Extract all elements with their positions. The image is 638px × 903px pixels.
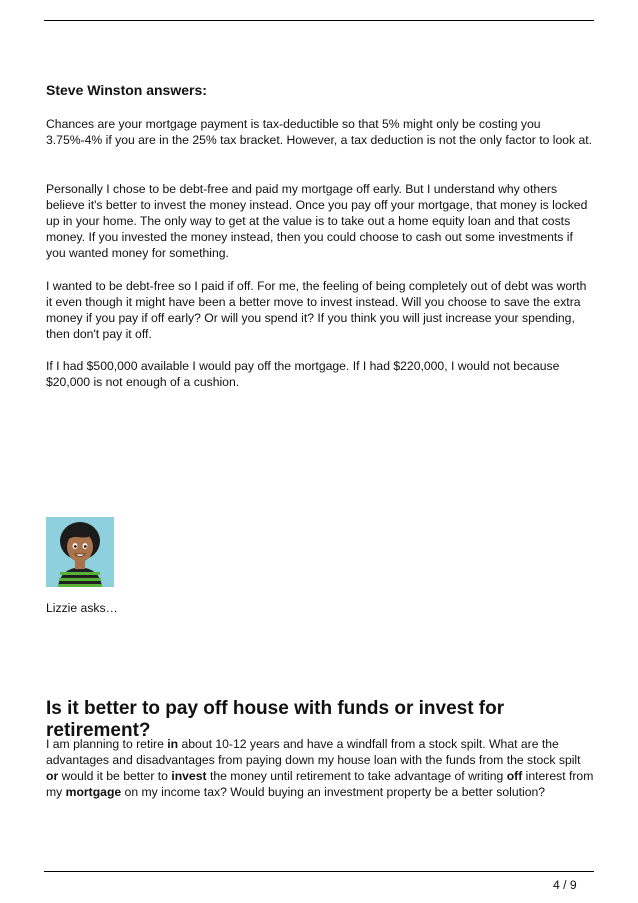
question-text: about 10-12 years and have a windfall from a stock spilt. What are the advantages and disadvantages from paying down my house loan with the funds from the stock spilt xyxy=(46,737,581,767)
footer-rule xyxy=(44,871,594,872)
question-body xyxy=(46,736,594,800)
keyword-link[interactable]: off xyxy=(506,769,523,783)
answer-paragraph-3: I wanted to be debt-free so I paid if off. For me, the feeling of being completely out of debt was worth it even though it might have been a better move to invest instead. Will you choose to save the extra money if you pay if off early? Or will you spend it? If you think you will just increase your spending, then don't pay it off. xyxy=(46,279,587,341)
answer-paragraph-4: If I had $500,000 available I would pay off the mortgage. If I had $220,000, I would not because $20,000 is not enough of a cushion. xyxy=(46,359,560,389)
question-text: would it be better to xyxy=(58,769,172,783)
keyword-link[interactable]: mortgage xyxy=(65,785,122,799)
question-text: on my income tax? Would buying an investment property be a better solution? xyxy=(121,785,546,799)
answer-heading: Steve Winston answers: xyxy=(46,82,207,98)
header-rule xyxy=(44,20,594,21)
question-title: Is it better to pay off house with funds or invest for retirement? xyxy=(46,698,505,741)
asker-label: Lizzie asks… xyxy=(46,601,118,615)
avatar-image xyxy=(46,517,114,587)
page-number: 4 / 9 xyxy=(553,878,577,892)
keyword-link[interactable]: invest xyxy=(171,769,207,783)
answer-paragraph-2: Personally I chose to be debt-free and paid my mortgage off early. But I understand why others believe it's better to invest the money instead. Once you pay off your mortgage, that money is locked up in your home. The only way to get at the value is to take out a home equity loan and that costs money. If you invested the money instead, then you could choose to cash out some investments if you wanted money for something. xyxy=(46,182,588,260)
question-text: I am planning to retire xyxy=(46,737,168,751)
keyword-link[interactable]: in xyxy=(167,737,179,751)
keyword-link[interactable]: or xyxy=(46,769,59,783)
answer-paragraph-1: Chances are your mortgage payment is tax-deductible so that 5% might only be costing you 3.75%-4% if you are in the 25% tax bracket. However, a tax deduction is not the only factor to look at. xyxy=(46,117,593,147)
question-text: interest from my xyxy=(46,769,594,799)
question-text: the money until retirement to take advantage of writing xyxy=(206,769,507,783)
